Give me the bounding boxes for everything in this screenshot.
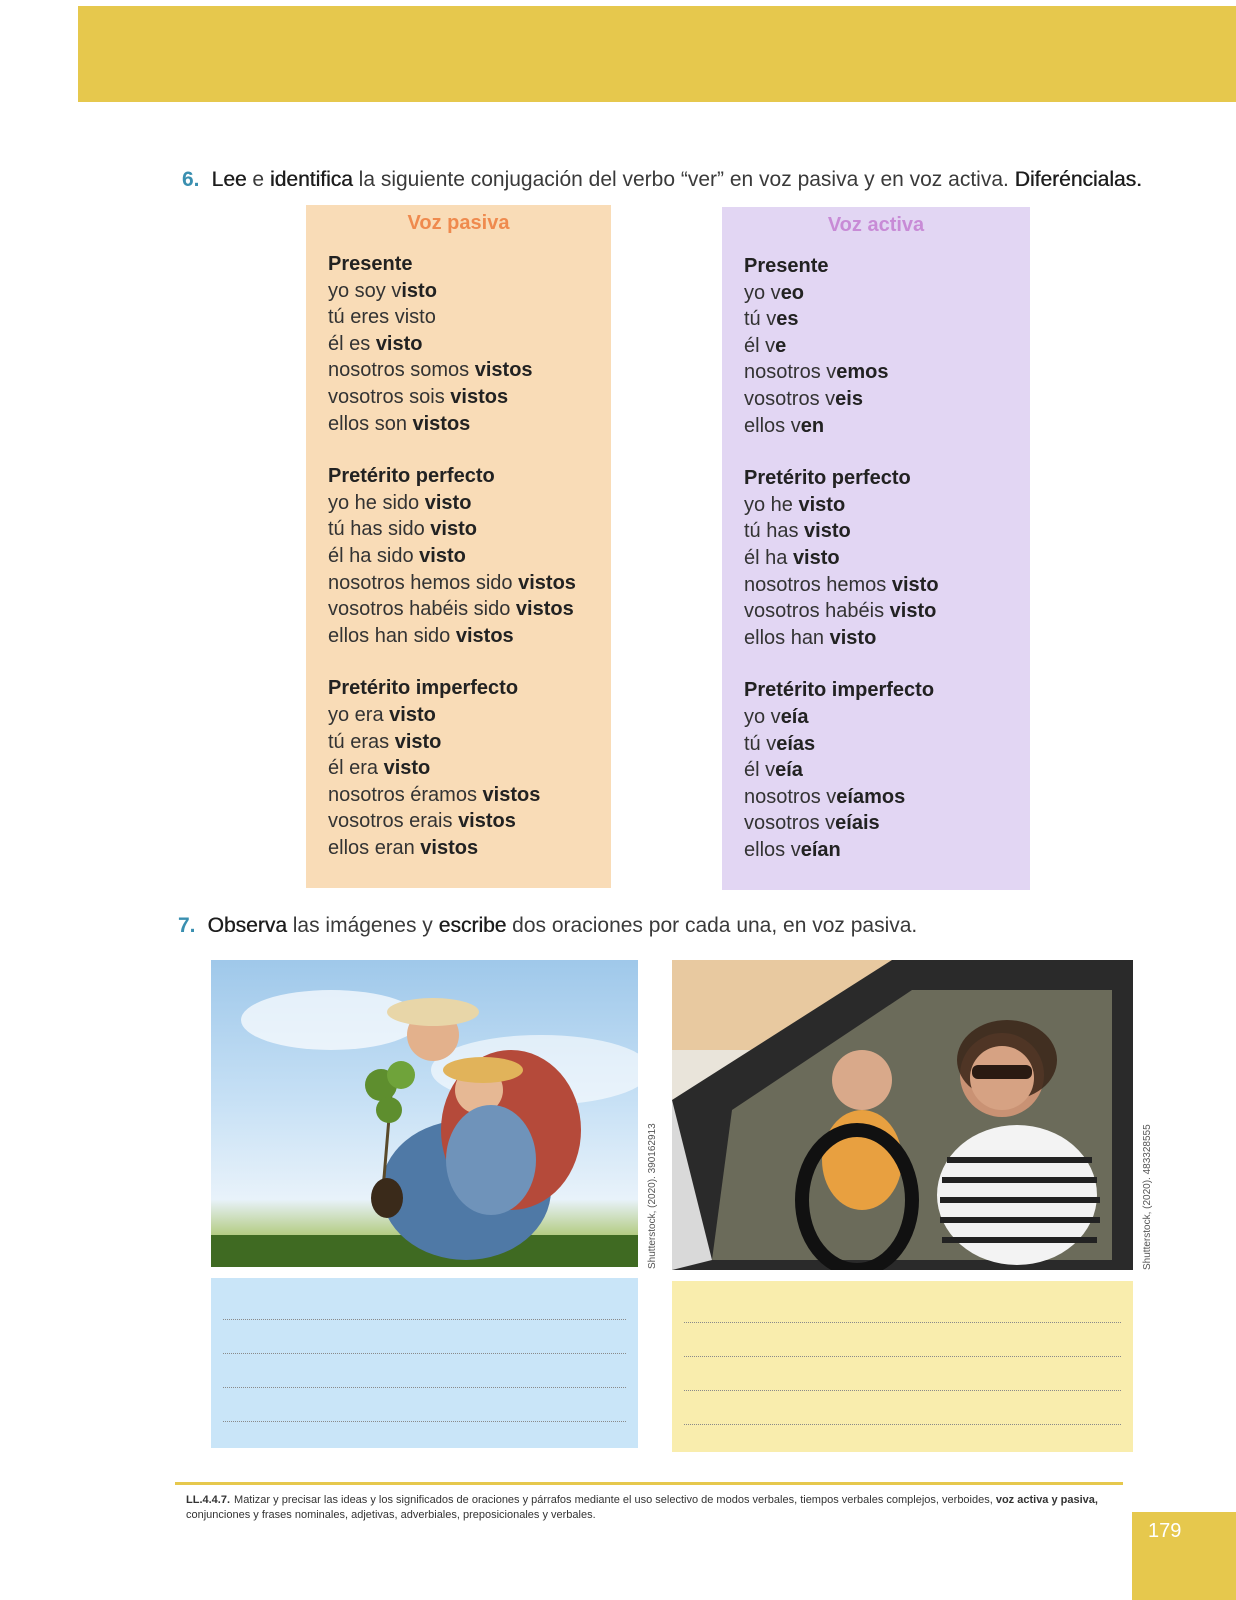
verb-text: vosotros v bbox=[744, 812, 836, 835]
verb-ending: eíamos bbox=[836, 785, 906, 808]
answer-box-1[interactable] bbox=[211, 1278, 638, 1448]
verb-ending: visto bbox=[798, 493, 846, 516]
answer-line[interactable] bbox=[684, 1323, 1121, 1357]
emphasis-text: Observa bbox=[207, 914, 287, 937]
instruction-text: las imágenes y bbox=[286, 914, 439, 937]
conjugation-line bbox=[744, 492, 1030, 519]
voz-pasiva-box bbox=[306, 205, 611, 888]
answer-line[interactable] bbox=[223, 1354, 626, 1388]
curriculum-note bbox=[186, 1493, 1116, 1523]
verb-text: yo he sido bbox=[328, 491, 425, 514]
verb-text: ellos han bbox=[744, 626, 830, 649]
voz-activa-box bbox=[722, 207, 1030, 890]
conjugation-line bbox=[744, 625, 1030, 652]
verb-ending: visto bbox=[430, 518, 477, 541]
verb-text: yo v bbox=[744, 705, 781, 728]
instruction-text: dos oraciones por cada una, en voz pasiva. bbox=[506, 914, 918, 937]
verb-ending: eo bbox=[780, 281, 805, 304]
conjugation-line bbox=[328, 808, 611, 835]
verb-ending: visto bbox=[424, 491, 472, 514]
emphasis-text: Lee bbox=[211, 168, 247, 191]
verb-ending: visto bbox=[804, 520, 851, 543]
verb-ending: vistos bbox=[458, 810, 516, 833]
photo-2-credit: Shutterstock, (2020). 483328555 bbox=[1142, 1124, 1153, 1270]
conjugation-line bbox=[328, 782, 611, 809]
conjugation-line bbox=[328, 596, 611, 623]
verb-text: tú has bbox=[744, 520, 805, 543]
conjugation-line bbox=[328, 570, 611, 597]
emphasis-text: escribe bbox=[438, 914, 507, 937]
verb-ending: eía bbox=[780, 705, 809, 728]
verb-ending: en bbox=[800, 414, 825, 437]
tense-block bbox=[744, 677, 1030, 863]
conjugation-line bbox=[744, 704, 1030, 731]
curriculum-code: LL.4.4.7. bbox=[186, 1494, 231, 1506]
tense-name: Pretérito perfecto bbox=[328, 465, 495, 488]
verb-text: ellos son bbox=[328, 412, 413, 435]
verb-text: nosotros v bbox=[744, 361, 837, 384]
voz-pasiva-tenses bbox=[306, 251, 611, 861]
verb-text: nosotros hemos sido bbox=[328, 571, 519, 594]
verb-text: ellos han sido bbox=[328, 624, 456, 647]
exercise-6-instruction bbox=[182, 166, 1142, 194]
verb-text: yo he bbox=[744, 493, 799, 516]
tense-name: Pretérito imperfecto bbox=[744, 679, 935, 702]
tense-name: Presente bbox=[328, 253, 413, 275]
driving-illustration bbox=[672, 960, 1133, 1270]
verb-ending: vistos bbox=[455, 624, 514, 647]
conjugation-line bbox=[328, 702, 611, 729]
verb-text: tú eres visto bbox=[328, 306, 436, 329]
verb-ending: visto bbox=[889, 600, 937, 623]
verb-ending: vistos bbox=[482, 783, 541, 806]
answer-line[interactable] bbox=[223, 1388, 626, 1422]
exercise-7-number: 7. bbox=[178, 914, 196, 937]
conjugation-line bbox=[744, 572, 1030, 599]
verb-text: yo soy bbox=[328, 279, 392, 302]
conjugation-line bbox=[328, 331, 611, 358]
tense-block bbox=[744, 465, 1030, 651]
footer-divider bbox=[175, 1482, 1123, 1485]
verb-text: vosotros habéis bbox=[744, 600, 890, 623]
conjugation-line bbox=[328, 411, 611, 438]
emphasis-text: voz activa y pasiva, bbox=[995, 1494, 1098, 1506]
verb-ending: visto bbox=[419, 544, 466, 567]
conjugation-line bbox=[328, 729, 611, 756]
verb-ending: eías bbox=[776, 732, 816, 755]
verb-text: vosotros erais bbox=[328, 810, 459, 833]
conjugation-line bbox=[744, 518, 1030, 545]
conjugation-line bbox=[744, 757, 1030, 784]
verb-text: nosotros somos bbox=[328, 359, 475, 382]
emphasis-text: Diferéncialas. bbox=[1014, 168, 1142, 191]
tense-name: Presente bbox=[744, 255, 829, 277]
verb-ending: vistos bbox=[515, 598, 574, 621]
page-number: 179 bbox=[1148, 1520, 1182, 1542]
verb-text: él era bbox=[328, 757, 384, 780]
verb-ending: es bbox=[776, 308, 799, 331]
instruction-text: e bbox=[246, 168, 270, 191]
verb-text: él es bbox=[328, 332, 376, 355]
verb-ending: vistos bbox=[420, 836, 479, 859]
voz-activa-title: Voz activa bbox=[827, 214, 925, 236]
tense-block bbox=[328, 675, 611, 861]
verb-text: tú v bbox=[744, 732, 777, 755]
gardening-illustration bbox=[211, 960, 638, 1267]
verb-text: yo v bbox=[744, 281, 781, 304]
conjugation-line bbox=[328, 755, 611, 782]
verb-text: tú v bbox=[744, 308, 777, 331]
answer-line[interactable] bbox=[684, 1357, 1121, 1391]
answer-box-2[interactable] bbox=[672, 1281, 1133, 1452]
verb-text: él ha bbox=[744, 546, 793, 569]
conjugation-line bbox=[328, 384, 611, 411]
verb-text: nosotros hemos bbox=[744, 573, 892, 596]
verb-ending: e bbox=[775, 334, 787, 357]
emphasis-text: identifica bbox=[269, 168, 353, 191]
verb-ending: eíais bbox=[835, 812, 880, 835]
instruction-text: Matizar y precisar las ideas y los significados de oraciones y párrafos mediante el uso selectivo de modos verbales, tiempos verbales complejos, verboides, bbox=[234, 1494, 996, 1506]
verb-text: tú eras bbox=[328, 730, 395, 753]
answer-line[interactable] bbox=[684, 1281, 1121, 1323]
answer-line[interactable] bbox=[684, 1391, 1121, 1425]
verb-text: nosotros v bbox=[744, 785, 837, 808]
verb-ending: visto bbox=[375, 332, 423, 355]
photo-1-credit: Shutterstock, (2020). 390162913 bbox=[647, 1123, 658, 1269]
verb-ending: visto bbox=[829, 626, 877, 649]
verb-text: él ha sido bbox=[328, 544, 420, 567]
verb-ending: isto bbox=[401, 279, 437, 302]
verb-ending: eían bbox=[800, 838, 841, 861]
instruction-text: conjunciones y frases nominales, adjetivas, adverbiales, preposicionales y verbales. bbox=[186, 1509, 596, 1521]
verb-text: vosotros v bbox=[744, 387, 836, 410]
answer-line[interactable] bbox=[223, 1320, 626, 1354]
verb-text: tú has sido bbox=[328, 518, 431, 541]
verb-ending: visto bbox=[389, 703, 436, 726]
conjugation-line bbox=[328, 623, 611, 650]
verb-text: yo era bbox=[328, 703, 390, 726]
verb-text: él v bbox=[744, 759, 776, 782]
verb-text: nosotros éramos bbox=[328, 783, 483, 806]
verb-text: ellos v bbox=[744, 838, 801, 861]
conjugation-line bbox=[328, 304, 611, 331]
conjugation-line bbox=[744, 333, 1030, 360]
verb-text: vosotros sois bbox=[328, 385, 451, 408]
voz-activa-tenses bbox=[722, 253, 1030, 863]
conjugation-line bbox=[744, 386, 1030, 413]
verb-ending: emos bbox=[836, 361, 889, 384]
photo-gardening bbox=[211, 960, 638, 1267]
verb-ending: vistos bbox=[450, 385, 509, 408]
conjugation-line bbox=[744, 731, 1030, 758]
tense-name: Pretérito perfecto bbox=[744, 467, 911, 490]
conjugation-line bbox=[328, 543, 611, 570]
verb-ending: vistos bbox=[412, 412, 471, 435]
conjugation-line bbox=[328, 357, 611, 384]
tense-block bbox=[328, 251, 611, 437]
header-band bbox=[78, 6, 1236, 102]
instruction-text: la siguiente conjugación del verbo “ver” en voz pasiva y en voz activa. bbox=[352, 168, 1015, 191]
conjugation-line bbox=[328, 490, 611, 517]
tense-block bbox=[744, 253, 1030, 439]
tense-block bbox=[328, 463, 611, 649]
conjugation-line bbox=[744, 784, 1030, 811]
verb-ending: visto bbox=[891, 573, 939, 596]
verb-ending: eía bbox=[775, 759, 803, 782]
conjugation-line bbox=[744, 837, 1030, 864]
verb-text: vosotros habéis sido bbox=[328, 598, 516, 621]
exercise-7-instruction bbox=[178, 912, 917, 940]
verb-ending: visto bbox=[394, 730, 442, 753]
verb-text: ellos v bbox=[744, 414, 801, 437]
verb-text: ellos eran bbox=[328, 836, 421, 859]
verb-ending: visto bbox=[383, 757, 431, 780]
conjugation-line bbox=[744, 598, 1030, 625]
answer-line[interactable] bbox=[223, 1278, 626, 1320]
verb-ending: vistos bbox=[518, 571, 576, 594]
verb-ending: eis bbox=[835, 387, 863, 410]
conjugation-line bbox=[744, 413, 1030, 440]
conjugation-line bbox=[744, 810, 1030, 837]
verb-text: él v bbox=[744, 334, 776, 357]
conjugation-line bbox=[328, 835, 611, 862]
conjugation-line bbox=[328, 516, 611, 543]
photo-driving bbox=[672, 960, 1133, 1270]
verb-ending: visto bbox=[792, 546, 840, 569]
conjugation-line bbox=[744, 545, 1030, 572]
verb-ending: vistos bbox=[474, 359, 533, 382]
exercise-6-number: 6. bbox=[182, 168, 200, 191]
verb-text: v bbox=[391, 279, 402, 302]
tense-name: Pretérito imperfecto bbox=[328, 677, 519, 700]
conjugation-line bbox=[328, 278, 611, 305]
conjugation-line bbox=[744, 359, 1030, 386]
voz-pasiva-title: Voz pasiva bbox=[407, 212, 510, 234]
conjugation-line bbox=[744, 280, 1030, 307]
conjugation-line bbox=[744, 306, 1030, 333]
